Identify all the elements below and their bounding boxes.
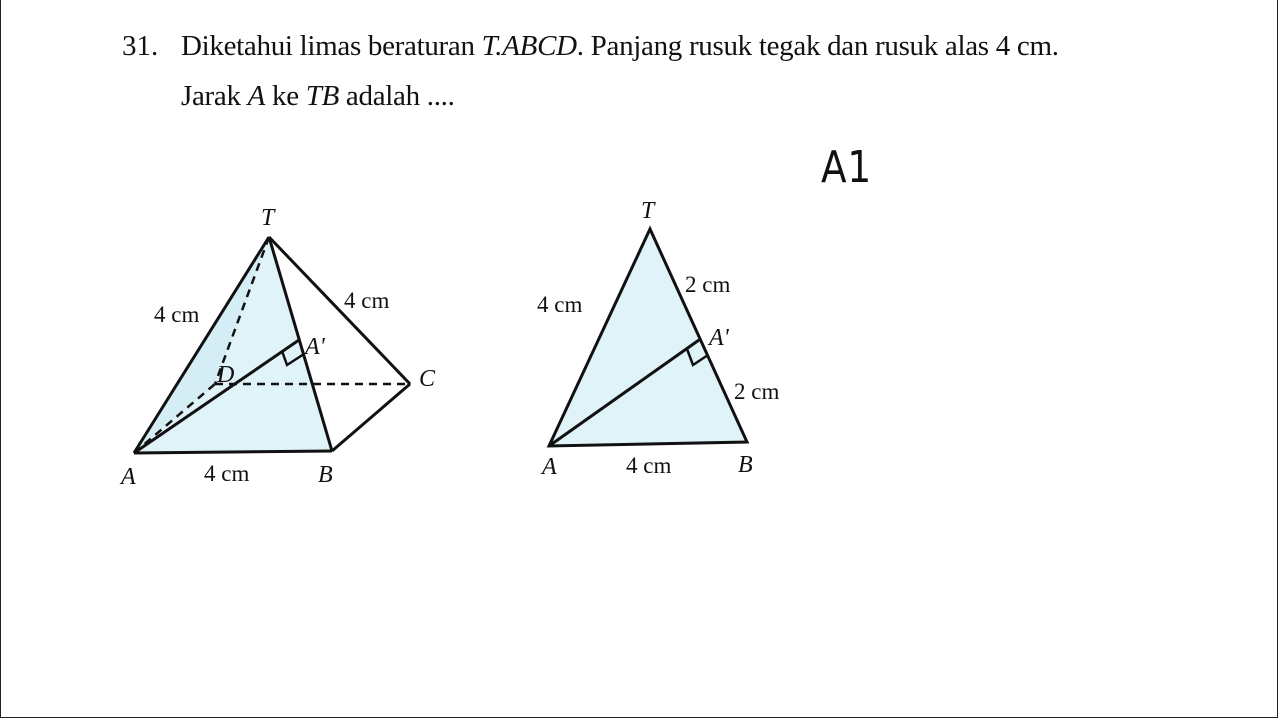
pyramid-measure-ta: 4 cm	[154, 302, 200, 327]
triangle-label-t: T	[641, 198, 655, 224]
triangle-label-a: A	[542, 454, 557, 480]
question-number: 31.	[122, 30, 159, 62]
q2-point-a: A	[247, 80, 266, 112]
q2-text-b: ke	[265, 80, 306, 112]
q2-text-c: adalah ....	[338, 80, 455, 112]
triangle-label-a-prime: A'	[709, 325, 729, 351]
pyramid-label-b: B	[318, 462, 333, 488]
pyramid-measure-ab: 4 cm	[204, 461, 250, 486]
triangle-measure-ab: 4 cm	[626, 453, 672, 478]
handwritten-note: A1	[821, 142, 873, 193]
triangle-measure-taprime: 2 cm	[685, 272, 731, 297]
triangle-diagram	[1, 0, 1280, 720]
pyramid-label-t: T	[261, 205, 275, 231]
q1-text-a: Diketahui limas beraturan	[181, 30, 482, 62]
triangle-measure-aprime-b: 2 cm	[734, 379, 780, 404]
pyramid-label-c: C	[419, 366, 436, 392]
pyramid-label-d: D	[217, 362, 235, 388]
q1-text-b: . Panjang rusuk tegak dan rusuk alas 4 cm.	[576, 30, 1059, 62]
pyramid-label-a: A	[121, 464, 136, 490]
q1-pyramid-name: T.ABCD	[481, 30, 577, 62]
pyramid-label-a-prime: A'	[305, 334, 325, 360]
q2-segment-tb: TB	[305, 80, 339, 112]
triangle-measure-ta: 4 cm	[537, 292, 583, 317]
triangle-label-b: B	[738, 452, 753, 478]
q2-text-a: Jarak	[181, 80, 248, 112]
pyramid-measure-tc: 4 cm	[344, 288, 390, 313]
